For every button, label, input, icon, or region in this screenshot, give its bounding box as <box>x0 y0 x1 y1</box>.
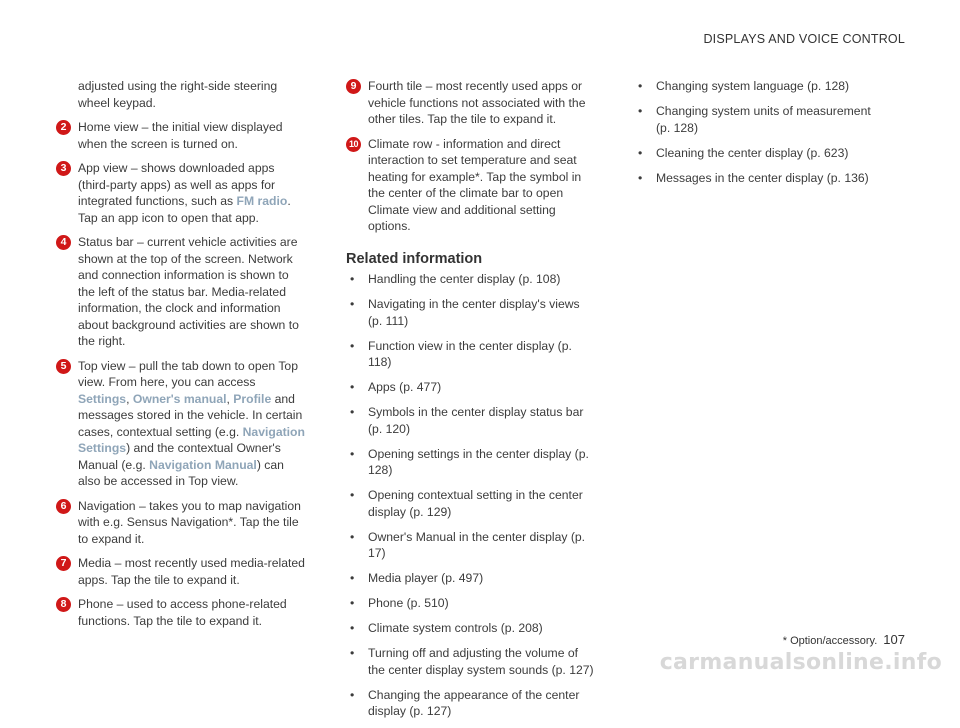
callout-item-10 <box>346 136 596 235</box>
callout-text-9: Fourth tile – most recently used apps or vehicle functions not associated with the other tiles. Tap the tile to expand it. <box>368 79 586 126</box>
related-link[interactable]: • Symbols in the center display status bar (p. 120) <box>346 404 596 437</box>
related-information-heading: Related information <box>346 250 483 267</box>
callout-item-3 <box>56 160 306 226</box>
callout-text-3-post: . Tap an app icon to open that app. <box>78 194 291 225</box>
callout-text-2: Home view – the initial view displayed when the screen is turned on. <box>78 120 283 151</box>
callout-item-4 <box>56 234 306 350</box>
callout-item-2 <box>56 119 306 152</box>
callout-text-3-pre: App view – shows downloaded apps (third-party apps) as well as apps for integrated functions, such as <box>78 161 276 208</box>
related-link[interactable]: • Function view in the center display (p. 118) <box>346 338 596 371</box>
callout-item-5 <box>56 358 306 490</box>
callout-badge-3: 3 <box>56 161 71 176</box>
column-left <box>56 78 306 637</box>
running-header: DISPLAYS AND VOICE CONTROL <box>703 32 905 46</box>
callout-badge-5: 5 <box>56 359 71 374</box>
related-link[interactable]: • Owner's Manual in the center display (p. 17) <box>346 529 596 562</box>
related-link[interactable]: • Phone (p. 510) <box>346 595 596 612</box>
related-link[interactable]: • Apps (p. 477) <box>346 379 596 396</box>
related-link[interactable]: • Cleaning the center display (p. 623) <box>634 145 884 162</box>
menu-term-navigation-settings: Navigation Settings <box>78 424 305 455</box>
related-link[interactable]: • Opening settings in the center display (p. 128) <box>346 446 596 479</box>
callout-badge-6: 6 <box>56 499 71 514</box>
callout-badge-7: 7 <box>56 556 71 571</box>
callout-badge-2: 2 <box>56 120 71 135</box>
menu-term-owners-manual: Owner's manual <box>132 391 227 406</box>
callout-item-8 <box>56 596 306 629</box>
callout-text-5-sep2: , <box>226 391 234 406</box>
callout-text-5-mid4: ) and the contextual Owner's Manual (e.g. <box>78 441 281 472</box>
page-number: 107 <box>883 632 905 647</box>
column-right <box>634 78 884 195</box>
column-middle <box>346 78 596 728</box>
related-link[interactable]: • Changing system units of measurement (p. 128) <box>634 103 884 136</box>
callout-badge-9: 9 <box>346 79 361 94</box>
callout-item-6 <box>56 498 306 548</box>
callout-badge-10: 10 <box>346 137 361 152</box>
callout-item-9 <box>346 78 596 128</box>
continued-text: adjusted using the right-side steering wheel keypad. <box>78 79 278 110</box>
callout-badge-8: 8 <box>56 597 71 612</box>
callout-text-4: Status bar – current vehicle activities are shown at the top of the screen. Network and connection information is shown to the left of the status bar. Media-related information, the clock and information about background activities are shown to the right. <box>78 235 299 348</box>
callout-item-7 <box>56 555 306 588</box>
callout-text-8: Phone – used to access phone-related functions. Tap the tile to expand it. <box>78 597 287 628</box>
callout-text-10: Climate row - information and direct interaction to set temperature and seat heating for example*. Tap the symbol in the center of the climate bar to open Climate view and additional setting options. <box>368 136 582 233</box>
menu-term-navigation-manual: Navigation Manual <box>149 457 257 472</box>
callout-text-5-pre: Top view – pull the tab down to open Top view. From here, you can access <box>78 358 298 389</box>
related-link[interactable]: • Handling the center display (p. 108) <box>346 271 596 288</box>
page-footer <box>783 632 905 647</box>
callout-text-7: Media – most recently used media-related apps. Tap the tile to expand it. <box>78 556 305 587</box>
callout-badge-4: 4 <box>56 235 71 250</box>
related-link[interactable]: • Opening contextual setting in the center display (p. 129) <box>346 487 596 520</box>
callout-text-5-post: ) can also be accessed in Top view. <box>78 457 284 488</box>
related-link[interactable]: • Media player (p. 497) <box>346 570 596 587</box>
footnote-option-accessory: * Option/accessory. <box>782 635 878 647</box>
related-link[interactable]: • Climate system controls (p. 208) <box>346 620 596 637</box>
menu-term-profile: Profile <box>233 391 272 406</box>
related-link[interactable]: • Turning off and adjusting the volume of the center display system sounds (p. 127) <box>346 645 596 678</box>
related-link[interactable]: • Changing the appearance of the center display (p. 127) <box>346 687 596 720</box>
menu-term-fm-radio: FM radio <box>236 194 288 208</box>
related-link[interactable]: • Changing system language (p. 128) <box>634 78 884 95</box>
related-link[interactable]: • Navigating in the center display's views (p. 111) <box>346 296 596 329</box>
callout-text-6: Navigation – takes you to map navigation with e.g. Sensus Navigation*. Tap the tile to expand it. <box>78 498 301 546</box>
related-link[interactable]: • Messages in the center display (p. 136) <box>634 170 884 187</box>
menu-term-settings: Settings <box>78 391 127 406</box>
watermark: carmanualsonline.info <box>659 650 942 675</box>
callout-text-5-mid3: and messages stored in the vehicle. In certain cases, contextual setting (e.g. <box>78 391 303 439</box>
callout-text-5-sep1: , <box>126 391 133 406</box>
